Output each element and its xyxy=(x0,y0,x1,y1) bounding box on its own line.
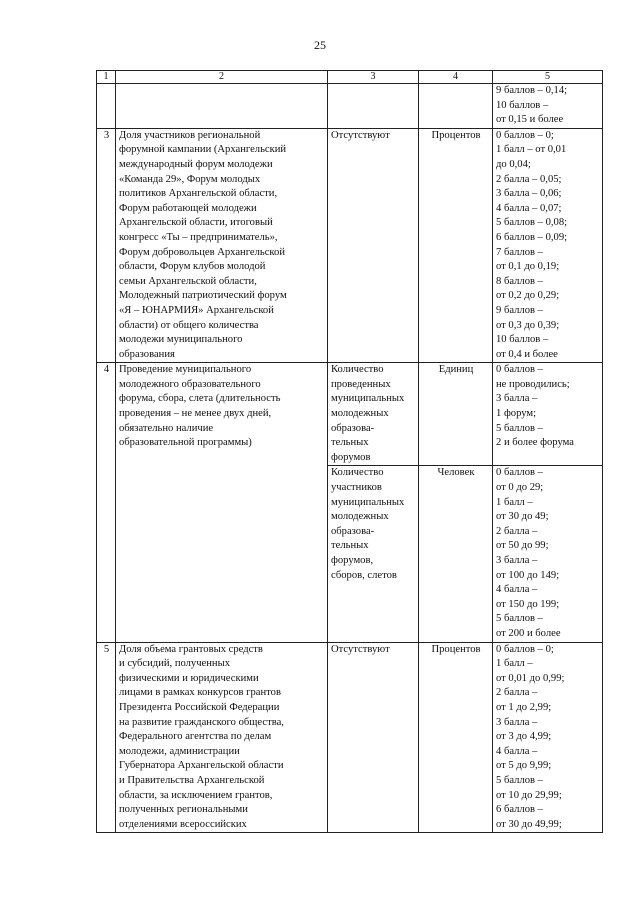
row-number: 4 xyxy=(97,363,116,642)
indicator-line: отделениями всероссийских xyxy=(119,818,247,830)
indicator-cell xyxy=(116,128,328,363)
indicator-line: Проведение муниципального xyxy=(119,364,252,376)
indicator-line: области, Форум клубов молодой xyxy=(119,261,266,273)
measure-line: молодежных xyxy=(331,408,389,420)
score-line: 2 и более форума xyxy=(496,437,574,449)
header-cell-1: 1 xyxy=(97,71,116,84)
score-line: 10 баллов – xyxy=(496,99,549,111)
measure-line: Количество xyxy=(331,364,384,376)
score-line: от 0,2 до 0,29; xyxy=(496,290,560,302)
table-row xyxy=(97,363,603,466)
score-line: 4 балла – xyxy=(496,584,538,596)
indicator-line: Форум добровольцев Архангельской xyxy=(119,246,286,258)
indicator-line: области, за исключением грантов, xyxy=(119,789,273,801)
measure-cell xyxy=(328,642,419,833)
score-line: от 3 до 4,99; xyxy=(496,731,552,743)
measure-line: сборов, слетов xyxy=(331,569,397,581)
table-row xyxy=(97,128,603,363)
score-line: от 100 до 149; xyxy=(496,569,560,581)
score-line: 0 баллов – xyxy=(496,467,543,479)
row-number: 5 xyxy=(97,642,116,833)
scores-cell xyxy=(493,642,603,833)
indicator-cell xyxy=(116,642,328,833)
measure-line: образова- xyxy=(331,525,375,537)
score-line: 2 балла – 0,05; xyxy=(496,173,562,185)
indicator-line: Форум работающей молодежи xyxy=(119,202,257,214)
measure-line: тельных xyxy=(331,437,369,449)
score-line: от 10 до 29,99; xyxy=(496,789,562,801)
score-line: 5 баллов – xyxy=(496,422,543,434)
score-line: 6 баллов – 0,09; xyxy=(496,231,568,243)
indicator-line: лицами в рамках конкурсов грантов xyxy=(119,687,281,699)
indicator-line: и субсидий, полученных xyxy=(119,658,231,670)
score-line: от 0 до 29; xyxy=(496,482,544,494)
indicator-line: международный форум молодежи xyxy=(119,158,273,170)
score-line: от 0,15 и более xyxy=(496,114,564,126)
scores-cell xyxy=(493,466,603,642)
indicator-line: образовательной программы) xyxy=(119,437,252,449)
indicator-line: Доля участников региональной xyxy=(119,129,261,141)
score-line: до 0,04; xyxy=(496,158,531,170)
score-line: от 5 до 9,99; xyxy=(496,760,552,772)
measure-line: тельных xyxy=(331,540,369,552)
score-line: 9 баллов – xyxy=(496,304,543,316)
score-line: 2 балла – xyxy=(496,525,538,537)
indicator-line: политиков Архангельской области, xyxy=(119,188,278,200)
scores-cell xyxy=(493,84,603,129)
score-line: 0 баллов – 0; xyxy=(496,643,554,655)
row-number: 3 xyxy=(97,128,116,363)
indicator-line: «Команда 29», Форум молодых xyxy=(119,173,261,185)
indicator-line: обязательно наличие xyxy=(119,422,214,434)
indicator-line: форумной кампании (Архангельский xyxy=(119,144,287,156)
score-line: 2 балла – xyxy=(496,687,538,699)
measure-cell xyxy=(328,363,419,466)
measure-cell xyxy=(328,466,419,642)
indicator-line: физическими и юридическими xyxy=(119,672,259,684)
indicator-line: на развитие гражданского общества, xyxy=(119,716,284,728)
indicator-line: молодежи муниципального xyxy=(119,334,243,346)
indicator-line: семьи Архангельской области, xyxy=(119,275,257,287)
score-line: 1 форум; xyxy=(496,408,537,420)
score-line: 3 балла – 0,06; xyxy=(496,188,562,200)
score-line: 5 баллов – xyxy=(496,774,543,786)
table-row xyxy=(97,642,603,833)
indicator-line: Федерального агентства по делам xyxy=(119,731,272,743)
header-cell-2: 2 xyxy=(116,71,328,84)
measure-line: форумов xyxy=(331,451,371,463)
measure-line: Отсутствуют xyxy=(331,643,390,655)
score-line: от 30 до 49,99; xyxy=(496,818,562,830)
indicator-line: области) от общего количества xyxy=(119,319,259,331)
measure-cell xyxy=(328,128,419,363)
indicator-line: Молодежный патриотический форум xyxy=(119,290,287,302)
score-line: не проводились; xyxy=(496,378,570,390)
score-line: от 1 до 2,99; xyxy=(496,701,552,713)
measure-line: форумов, xyxy=(331,555,374,566)
indicator-line: форума, сбора, слета (длительность xyxy=(119,393,281,405)
header-cell-4: 4 xyxy=(419,71,493,84)
score-line: 5 баллов – 0,08; xyxy=(496,217,568,229)
indicator-line: Губернатора Архангельской области xyxy=(119,760,284,772)
table-header-row xyxy=(97,71,603,84)
score-line: 0 баллов – xyxy=(496,364,543,376)
indicator-line: Президента Российской Федерации xyxy=(119,701,280,713)
measure-cell xyxy=(328,84,419,129)
measure-line: Количество xyxy=(331,467,384,479)
measure-line: образова- xyxy=(331,422,375,434)
header-cell-5: 5 xyxy=(493,71,603,84)
score-line: 4 балла – 0,07; xyxy=(496,202,562,214)
unit-cell: Человек xyxy=(419,466,493,642)
indicator-line: Архангельской области, итоговый xyxy=(119,217,273,229)
row-number xyxy=(97,84,116,129)
indicator-cell xyxy=(116,363,328,642)
scores-cell xyxy=(493,128,603,363)
indicator-line: молодежи, администрации xyxy=(119,745,240,757)
unit-cell: Процентов xyxy=(419,128,493,363)
score-line: 3 балла – xyxy=(496,555,538,566)
page-number: 25 xyxy=(314,38,326,52)
score-line: от 0,4 и более xyxy=(496,348,558,360)
scores-cell xyxy=(493,363,603,466)
indicator-line: конгресс «Ты – предприниматель», xyxy=(119,231,278,243)
score-line: 9 баллов – 0,14; xyxy=(496,85,568,96)
measure-line: проведенных xyxy=(331,378,391,390)
indicator-line: образования xyxy=(119,348,175,360)
measure-line: муниципальных xyxy=(331,393,405,405)
score-line: 1 балл – xyxy=(496,658,533,670)
score-line: 7 баллов – xyxy=(496,246,543,258)
score-line: 3 балла – xyxy=(496,716,538,728)
header-cell-3: 3 xyxy=(328,71,419,84)
indicator-line: «Я – ЮНАРМИЯ» Архангельской xyxy=(119,304,274,316)
score-line: 6 баллов – xyxy=(496,804,543,816)
score-line: 5 баллов – xyxy=(496,613,543,625)
score-line: от 150 до 199; xyxy=(496,598,560,610)
score-line: 10 баллов – xyxy=(496,334,549,346)
score-line: 8 баллов – xyxy=(496,275,543,287)
score-line: 0 баллов – 0; xyxy=(496,129,554,141)
indicator-line: и Правительства Архангельской xyxy=(119,774,265,786)
score-line: от 0,01 до 0,99; xyxy=(496,672,565,684)
measure-line: муниципальных xyxy=(331,496,405,508)
criteria-table xyxy=(96,70,603,833)
score-line: от 0,3 до 0,39; xyxy=(496,319,560,331)
score-line: от 0,1 до 0,19; xyxy=(496,261,560,273)
indicator-line: проведения – не менее двух дней, xyxy=(119,408,272,420)
indicator-line: молодежного образовательного xyxy=(119,378,261,390)
measure-line: участников xyxy=(331,482,382,494)
measure-line: Отсутствуют xyxy=(331,129,390,141)
score-line: от 200 и более xyxy=(496,627,561,639)
score-line: от 50 до 99; xyxy=(496,540,549,552)
unit-cell: Единиц xyxy=(419,363,493,466)
score-line: 4 балла – xyxy=(496,745,538,757)
indicator-line: Доля объема грантовых средств xyxy=(119,643,263,655)
score-line: 1 балл – от 0,01 xyxy=(496,144,567,156)
measure-line: молодежных xyxy=(331,511,389,523)
unit-cell xyxy=(419,84,493,129)
unit-cell: Процентов xyxy=(419,642,493,833)
score-line: от 30 до 49; xyxy=(496,511,549,523)
indicator-cell xyxy=(116,84,328,129)
indicator-line: полученных региональными xyxy=(119,804,248,816)
table-row xyxy=(97,84,603,129)
score-line: 1 балл – xyxy=(496,496,533,508)
score-line: 3 балла – xyxy=(496,393,538,405)
